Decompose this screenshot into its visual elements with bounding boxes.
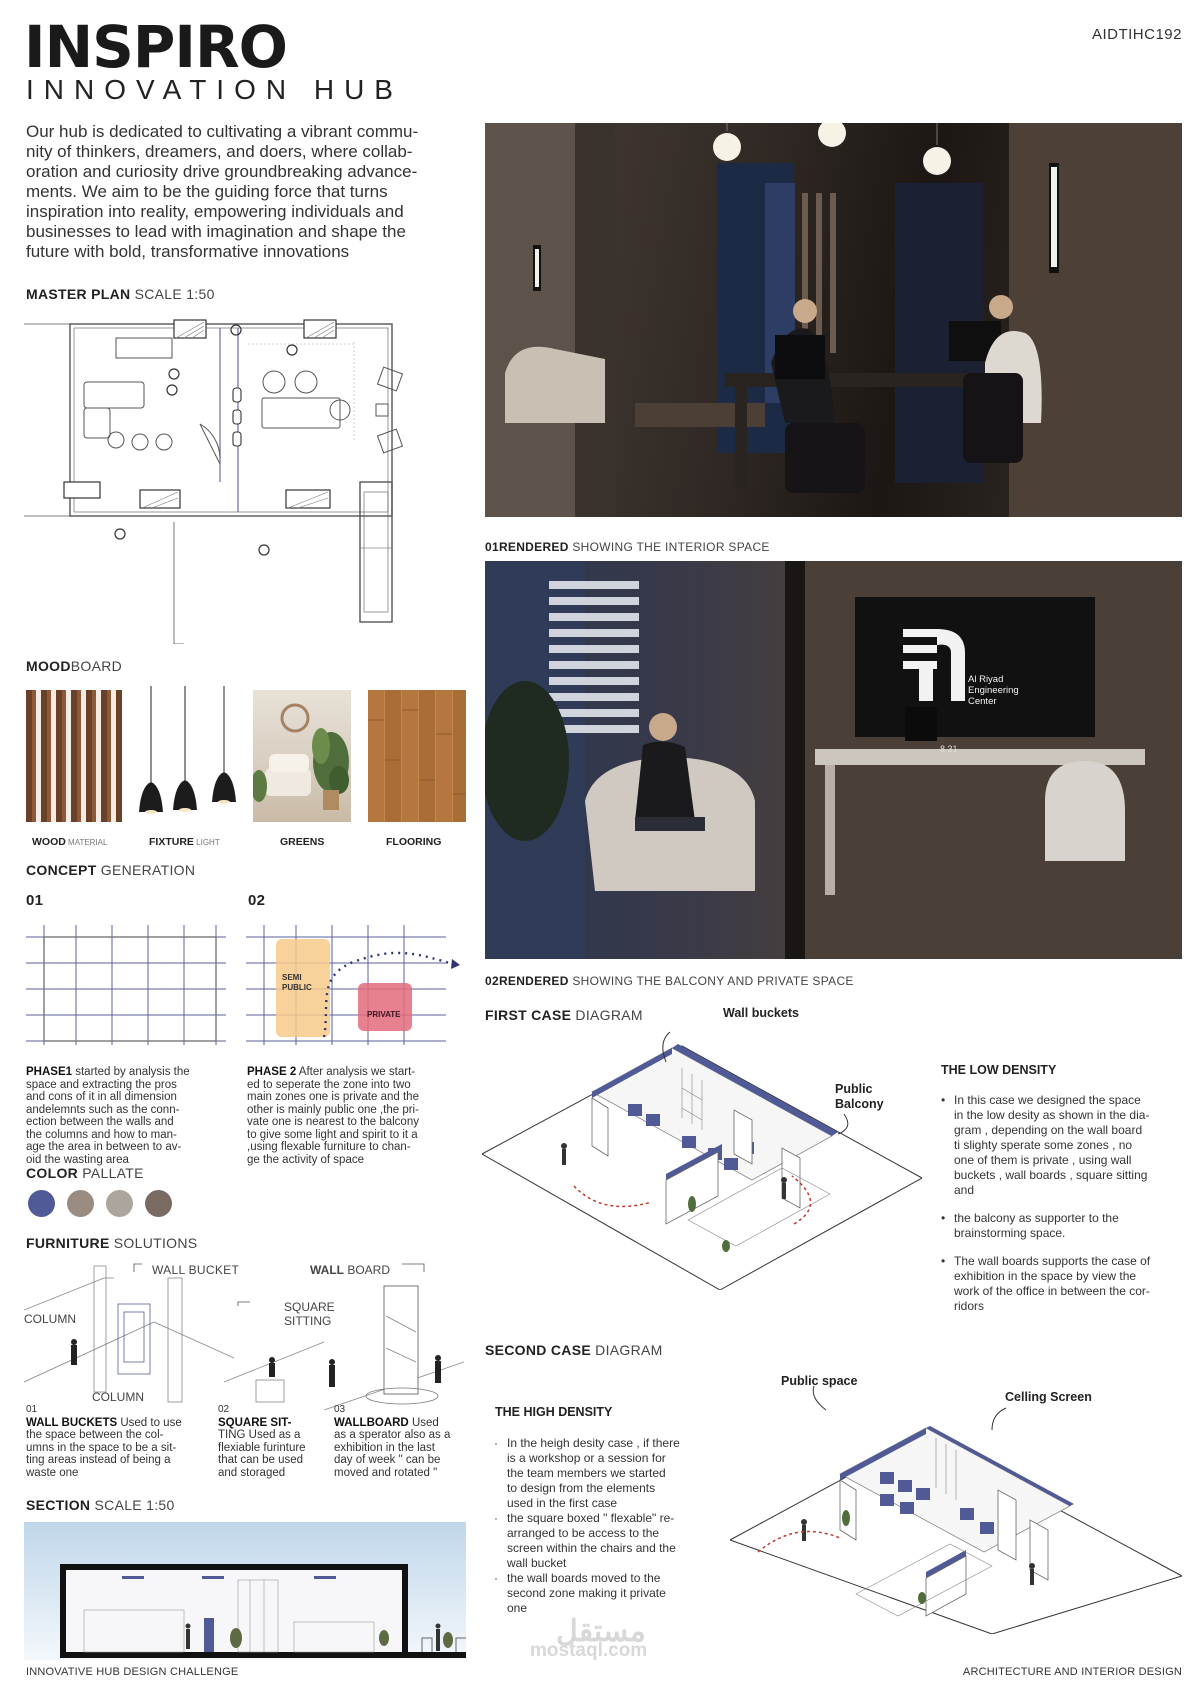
bullet-line: brainstorming space.: [954, 1226, 1066, 1240]
item-bold: SQUARE SIT-: [218, 1416, 292, 1429]
color-swatch: [106, 1190, 133, 1217]
bullet-dot: •: [941, 1254, 946, 1268]
phase2-line: ed to seperate the zone into two: [247, 1078, 411, 1091]
bullet-line: ti slighty sperate some zones , no: [954, 1138, 1133, 1152]
intro-line: ments. We aim to be the guiding force that turns: [26, 182, 388, 201]
label-bold: WOOD: [32, 836, 66, 848]
mood-label-fixture: [149, 836, 220, 848]
furniture-item-2: [218, 1404, 328, 1479]
wood-material-image: [26, 690, 122, 822]
bullet-item: [494, 1436, 730, 1511]
label-bold: GREENS: [280, 836, 325, 848]
phase1-grid-diagram: [26, 925, 226, 1045]
furniture-item-3: [334, 1404, 466, 1479]
zone-label-semi-public: SEMI PUBLIC: [282, 973, 312, 992]
bullet-line: buckets , wall boards , square sitting: [954, 1168, 1148, 1182]
master-plan-drawing: [24, 312, 464, 644]
callout-line: Balcony: [835, 1097, 884, 1111]
flooring-image: [368, 690, 466, 822]
item-line: flexiable furinture: [218, 1441, 306, 1454]
phase1-line: the columns and how to man-: [26, 1128, 177, 1141]
section-heading: [26, 1497, 175, 1513]
item-number: 03: [334, 1404, 346, 1415]
greens-image: [253, 690, 351, 822]
color-swatch: [28, 1190, 55, 1217]
callout-public-space: Public space: [781, 1374, 858, 1388]
intro-line: inspiration into reality, empowering individuals and: [26, 202, 404, 221]
callout-line: Public: [835, 1082, 873, 1096]
label-wall-board: [310, 1263, 390, 1277]
screen-line: Al Riyad: [968, 674, 1004, 685]
master-plan-heading: [26, 286, 215, 302]
bullet-line: the wall boards moved to the: [507, 1571, 661, 1585]
phase1-line: space and extracting the pros: [26, 1078, 177, 1091]
section-drawing: [24, 1522, 466, 1660]
phase1-line: started by analysis the: [72, 1066, 190, 1078]
label-bold: FIXTURE: [149, 836, 194, 848]
phase2-line: main zones one is private and the: [247, 1091, 419, 1103]
color-swatch: [67, 1190, 94, 1217]
item-number: 02: [218, 1404, 230, 1415]
fixture-light-image: [133, 686, 241, 822]
color-swatch: [145, 1190, 172, 1217]
bullet-line: used in the first case: [507, 1496, 618, 1510]
heading-rest: SCALE 1:50: [130, 286, 215, 302]
heading-bold: MOOD: [26, 658, 71, 674]
bullet-line: the balcony as supporter to the: [954, 1211, 1119, 1225]
furniture-heading: [26, 1235, 197, 1251]
callout-celling-screen: Celling Screen: [1005, 1390, 1092, 1404]
bullet-dot: ·: [494, 1571, 498, 1585]
bullet-line: In the heigh desity case , if there: [507, 1436, 680, 1450]
item-bold: WALL BUCKETS: [26, 1416, 118, 1429]
item-number: 01: [26, 1404, 38, 1415]
item-line: and storaged: [218, 1466, 286, 1479]
heading-bold: MASTER PLAN: [26, 286, 131, 302]
poster-subtitle: INNOVATION HUB: [26, 74, 403, 105]
bullet-line: in the low desity as shown in the dia-: [954, 1108, 1150, 1122]
phase1-line: andelemnts such as the conn-: [26, 1103, 180, 1116]
phase2-line: other is mainly public one ,the pri-: [247, 1103, 419, 1116]
phase1-line: ection between the walls and: [26, 1116, 174, 1128]
render-02-caption: [485, 974, 854, 988]
item-line: Used to use: [117, 1416, 182, 1429]
concept-heading: [26, 862, 195, 878]
bullet-line: arranged to be access to the: [507, 1526, 660, 1540]
bullet-dot: ·: [494, 1436, 498, 1450]
bullet-line: second zone making it private: [507, 1586, 666, 1600]
phase1-text: [26, 1066, 222, 1166]
heading-rest: PALLATE: [78, 1165, 144, 1181]
heading-rest: SCALE 1:50: [90, 1497, 175, 1513]
bullet-line: is a workshop or a session for: [507, 1451, 666, 1465]
phase2-line: ge the activity of space: [247, 1153, 364, 1166]
item-bold: WALLBOARD: [334, 1416, 409, 1429]
footer-left: INNOVATIVE HUB DESIGN CHALLENGE: [26, 1666, 239, 1678]
item-line: waste one: [26, 1466, 79, 1479]
moodboard-heading: [26, 658, 122, 674]
bullet-dot: ·: [494, 1511, 498, 1525]
concept-number-02: 02: [248, 892, 266, 909]
phase1-bold: PHASE1: [26, 1066, 73, 1078]
heading-bold: SECOND CASE: [485, 1342, 591, 1358]
phase2-line: vate one is nearest to the balcony: [247, 1116, 419, 1128]
bullet-item: [941, 1093, 1181, 1198]
bullet-line: and: [954, 1183, 975, 1197]
watermark-url: mostaql.com: [530, 1640, 648, 1661]
item-line: exhibition in the last: [334, 1441, 436, 1454]
bullet-item: [494, 1511, 730, 1571]
heading-rest: GENERATION: [96, 862, 196, 878]
render-02-screen-text: [968, 674, 1019, 707]
intro-line: businesses to lead with imagination and shape the: [26, 222, 406, 241]
render-01-image: [485, 123, 1182, 517]
first-case-isometric-diagram: [482, 1028, 922, 1290]
item-line: as a sperator also as a: [334, 1429, 451, 1441]
phase2-line: ,using flexable furniture to chan-: [247, 1141, 411, 1153]
second-case-isometric-diagram: [730, 1380, 1182, 1634]
label-line: SITTING: [284, 1314, 332, 1328]
furniture-sketch: [24, 1262, 464, 1410]
bullet-item: [494, 1571, 730, 1616]
bullet-line: The wall boards supports the case of: [954, 1254, 1151, 1268]
intro-paragraph: [26, 122, 466, 262]
label-bold: FLOORING: [386, 836, 442, 848]
heading-rest: DIAGRAM: [590, 1342, 663, 1358]
label-bold: WALL: [310, 1263, 344, 1277]
watermark-logo: مستقل: [556, 1615, 646, 1648]
low-density-bullets: [941, 1093, 1181, 1314]
label-wall-bucket: WALL BUCKET: [152, 1263, 240, 1277]
item-line: umns in the space to be a sit-: [26, 1441, 177, 1454]
item-line: TING Used as a: [218, 1429, 301, 1441]
low-density-title: THE LOW DENSITY: [941, 1063, 1057, 1077]
mood-label-flooring: [386, 836, 441, 848]
caption-rest: SHOWING THE BALCONY AND PRIVATE SPACE: [568, 974, 854, 988]
caption-bold: 01RENDERED: [485, 540, 569, 554]
heading-rest: DIAGRAM: [571, 1007, 643, 1023]
furniture-item-1: [26, 1404, 210, 1479]
project-code: AIDTIHC192: [1091, 26, 1182, 43]
label-square-sitting: [284, 1300, 335, 1328]
heading-bold: CONCEPT: [26, 862, 97, 878]
bullet-line: the square boxed " flexable" re-: [507, 1511, 675, 1525]
phase2-text: [247, 1066, 459, 1166]
phase1-line: oid the wasting area: [26, 1153, 129, 1166]
caption-rest: SHOWING THE INTERIOR SPACE: [568, 540, 770, 554]
item-line: that can be used: [218, 1454, 304, 1466]
bullet-line: wall bucket: [507, 1556, 567, 1570]
screen-line: Center: [968, 696, 997, 707]
render-02-image: [485, 561, 1182, 959]
footer-right: ARCHITECTURE AND INTERIOR DESIGN: [962, 1666, 1182, 1678]
bullet-item: [941, 1254, 1181, 1314]
poster-title: INSPIRO: [24, 13, 287, 81]
mood-label-greens: [280, 836, 324, 848]
concept-number-01: 01: [26, 892, 44, 909]
bullet-dot: •: [941, 1211, 946, 1225]
first-case-heading: [485, 1007, 643, 1023]
zone-label-private: PRIVATE: [367, 1010, 401, 1019]
phase2-line: to give some light and spirit to it a: [247, 1128, 418, 1141]
heading-bold: FURNITURE: [26, 1235, 110, 1251]
second-case-heading: [485, 1342, 663, 1358]
intro-line: oration and curiosity drive groundbreaking advance-: [26, 162, 418, 181]
item-line: moved and rotated ": [334, 1466, 438, 1479]
bullet-line: exhibition in the space by view the: [954, 1269, 1137, 1283]
bullet-line: ridors: [954, 1299, 985, 1313]
bullet-line: one: [507, 1601, 528, 1615]
bullet-line: the team members we started: [507, 1466, 666, 1480]
color-swatches: [28, 1190, 172, 1217]
bullet-line: screen within the chairs and the: [507, 1541, 676, 1555]
phase1-line: and cons of it in all dimension: [26, 1091, 177, 1103]
heading-bold: SECTION: [26, 1497, 91, 1513]
label-rest: LIGHT: [193, 838, 220, 847]
phase2-zone-diagram: [246, 925, 460, 1047]
label-column-1: COLUMN: [24, 1312, 77, 1326]
render-01-caption: [485, 540, 770, 554]
bullet-line: gram , depending on the wall board: [954, 1123, 1143, 1137]
intro-line: nity of thinkers, dreamers, and doers, where collab-: [26, 142, 413, 161]
label-column-2: COLUMN: [92, 1390, 145, 1404]
callout-wall-buckets: Wall buckets: [723, 1006, 799, 1020]
item-line: day of week " can be: [334, 1454, 441, 1466]
high-density-bullets: [494, 1436, 730, 1616]
label-rest: BOARD: [344, 1263, 391, 1277]
bullet-item: [941, 1211, 1181, 1241]
heading-rest: SOLUTIONS: [109, 1235, 198, 1251]
bullet-line: to design from the elements: [507, 1481, 656, 1495]
item-line: ting areas instead of being a: [26, 1454, 171, 1466]
label-rest: MATERIAL: [65, 838, 108, 847]
screen-line: Engineering: [968, 685, 1019, 696]
heading-bold: FIRST CASE: [485, 1007, 572, 1023]
bullet-line: In this case we designed the space: [954, 1093, 1141, 1107]
color-pallate-heading: [26, 1165, 144, 1181]
caption-bold: 02RENDERED: [485, 974, 569, 988]
mood-label-wood: [32, 836, 107, 848]
bullet-dot: •: [941, 1093, 946, 1107]
heading-bold: COLOR: [26, 1165, 79, 1181]
item-line: the space between the col-: [26, 1429, 164, 1441]
intro-line: Our hub is dedicated to cultivating a vibrant commu-: [26, 122, 419, 141]
high-density-title: THE HIGH DENSITY: [495, 1405, 613, 1419]
item-line: Used: [408, 1416, 439, 1429]
intro-line: future with bold, transformative innovations: [26, 242, 350, 261]
bullet-line: work of the office in between the cor-: [954, 1284, 1150, 1298]
phase1-line: age the area in between to av-: [26, 1141, 182, 1153]
bullet-line: one of them is private , using wall: [954, 1153, 1132, 1167]
render-02-clock: 8 31: [940, 744, 958, 754]
phase2-bold: PHASE 2: [247, 1066, 297, 1078]
label-line: SQUARE: [284, 1300, 335, 1314]
heading-rest: BOARD: [70, 658, 123, 674]
phase2-line: After analysis we start-: [296, 1066, 416, 1078]
